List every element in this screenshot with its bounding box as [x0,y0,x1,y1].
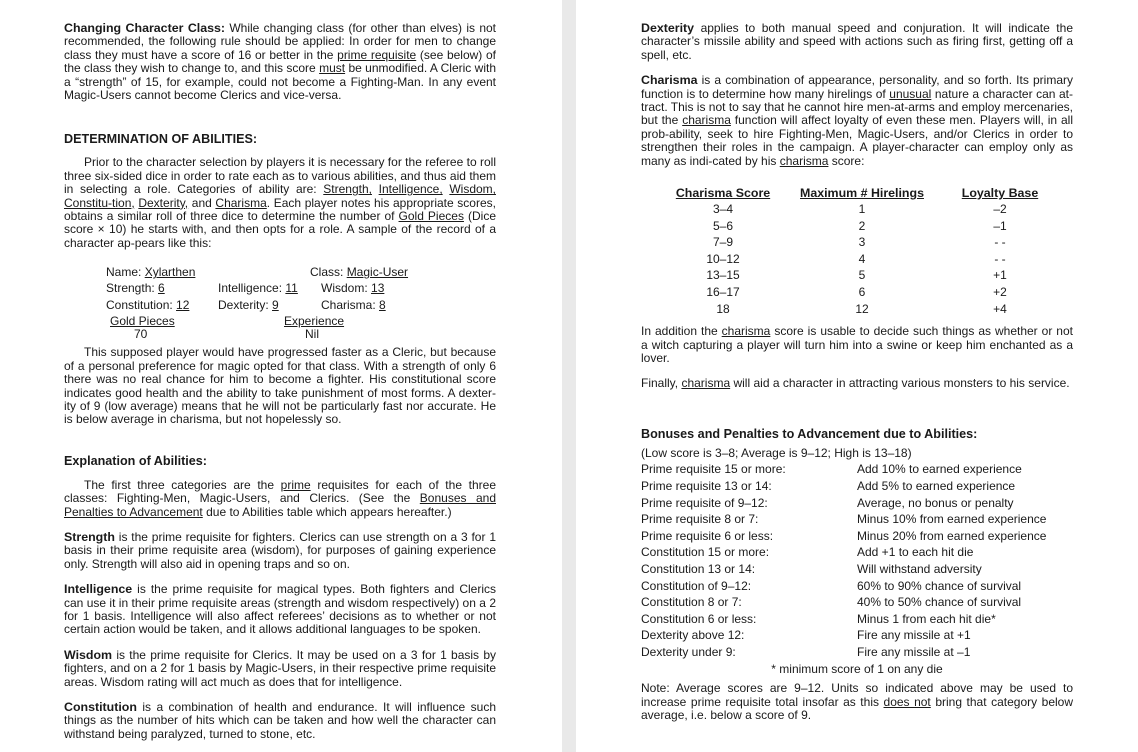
gold-pieces-label: Gold Pieces [110,314,175,329]
sample-character-record [106,264,496,342]
charisma-text-2: nature a character can at-tract. This is not to say that he cannot hire men-at-arms and employ mercenaries, but the [641,86,1073,128]
bonus-effect: Add 10% to earned experience [857,462,1022,477]
charisma-text-3: function will affect loyalty of even these men. Players will, in all prob-ability, seek to hire Fighting-Men, Magic-Users, and/or Clerics in order to strengthen their roles in the campaign. A player-character can employ only as many as indi-cated by his [641,113,1073,168]
bonus-effect: Fire any missile at –1 [857,644,971,659]
list-item [641,644,1073,661]
wisdom-key: Wisdom [64,647,113,662]
bonus-condition: Constitution 13 or 14: [641,562,756,576]
sample-charisma [321,297,386,314]
cell: –1 [993,218,1007,233]
list-item [641,594,1073,611]
determination-text: Prior to the character selection by players it is necessary for the referee to roll three six-sided dice in order to rate each as to various abilities, and thus aid them in selecting a role. Categories of ability are: [64,155,496,197]
bonus-condition: Constitution 6 or less: [641,611,757,626]
addition-text: In addition the [641,324,722,339]
bonuses-scale: (Low score is 3–8; Average is 9–12; High is 13–18) [641,445,912,460]
class-label: Class: [310,265,347,280]
dexterity-label: Dexterity: [218,298,273,313]
list-item [641,478,1073,495]
charisma-underlined: charisma [682,113,731,128]
bonus-condition: Prime requisite 6 or less: [641,528,774,543]
cell: 7–9 [712,235,734,250]
experience-value: Nil [305,327,319,342]
bonus-effect: Minus 20% from earned experience [857,528,1047,543]
strength-label: Strength: [106,281,159,296]
unusual-underlined: unusual [889,86,932,101]
gold-pieces-value: 70 [134,327,148,342]
constitution-key: Constitution [64,700,137,714]
determination-text-2: . Each player notes his appropriate scores, obtains a similar roll of three dice to determine the number of [64,195,496,224]
charisma-underlined-4: charisma [681,376,731,391]
list-item [641,511,1073,528]
charisma-key: Charisma [641,73,698,88]
cell: 3 [858,235,866,250]
class-value: Magic-User [346,265,409,280]
cell: +1 [993,268,1007,283]
bonus-effect: Add +1 to each hit die [857,545,974,560]
sample-intelligence [218,280,298,297]
must-underlined: must [319,61,346,76]
cell: 16–17 [706,285,740,300]
wisdom-value: 13 [371,281,385,296]
bonuses-table [641,445,1073,677]
table-row [663,201,1059,218]
ability-charisma: Charisma [215,195,267,210]
cell: 2 [858,218,866,233]
strength-value: 6 [158,281,165,296]
bonus-effect: Average, no bonus or penalty [857,495,1014,510]
cell: 13–15 [706,268,740,283]
explanation-paragraph [64,479,496,519]
cell: - - [994,251,1006,266]
cell: 3–4 [712,202,734,217]
bonus-condition: Constitution 15 or more: [641,545,770,560]
cell: 10–12 [706,251,740,266]
bonuses-penalties-link: Bonuses and Penalties to Advancement [64,491,496,519]
table-row [663,218,1059,235]
dexterity-text: applies to both manual speed and conjuration. It will indicate the character’s missile ability and speed with actions such as firing first, getting off a spell, etc. [641,21,1073,62]
addition-paragraph [641,325,1073,365]
col-max-hirelings: Maximum # Hirelings [800,186,924,201]
strength-text: is the prime requisite for fighters. Clerics can use strength on a 3 for 1 basis in their prime requisite area (wisdom), for purposes of gaining experience only. Strength will also aid in opening traps and so on. [64,529,496,571]
note-text-2: bring that category below average, i.e. below a score of 9. [641,694,1074,722]
determination-heading: DETERMINATION OF ABILITIES: [64,132,258,147]
gold-pieces-link: Gold Pieces [398,209,464,224]
bonus-condition: Prime requisite 13 or 14: [641,479,772,494]
addition-text-2: score is usable to decide such things as whether or not a witch capturing a player will turn him into a swine or keep him enchanted as a lover. [641,324,1073,366]
list-item [641,528,1073,545]
finally-text: Finally, [641,376,682,391]
bonus-effect: 40% to 50% chance of survival [857,595,1022,610]
bonus-condition: Constitution of 9–12: [641,578,752,593]
intelligence-value: 11 [285,281,298,296]
bonus-condition: Prime requisite 15 or more: [641,462,786,477]
sample-constitution [106,297,189,314]
bonus-effect: Fire any missile at +1 [857,628,971,643]
cell: 6 [858,285,866,300]
name-label: Name: [106,265,145,280]
cell: +2 [993,285,1007,300]
constitution-value: 12 [176,298,190,313]
bonus-effect: 60% to 90% chance of survival [857,578,1022,593]
constitution-paragraph [64,701,496,741]
dexterity-paragraph [641,22,1073,62]
ability-wisdom: Wisdom, [449,182,496,197]
ability-strength: Strength, [323,182,372,197]
table-row [663,251,1059,268]
ability-dexterity: Dexterity, [138,195,189,210]
charisma-underlined-2: charisma [779,153,829,168]
charisma-value: 8 [379,298,386,313]
sample-name [106,264,195,281]
cell: 4 [858,251,866,266]
table-row [663,301,1059,318]
bonus-condition: Dexterity under 9: [641,644,736,659]
sample-wisdom [321,280,384,297]
bonus-effect: Minus 10% from earned experience [857,512,1047,527]
charisma-underlined-3: charisma [721,324,771,339]
does-not-underlined: does not [883,694,931,709]
table-row [663,234,1059,251]
changing-class-text-3: be unmodified. A Cleric with a “strength” of 15, for example, could not become a Fighting-Man. In any event Magic-Users cannot become Clerics and vice-versa. [64,61,496,103]
note-text: Note: Average scores are 9–12. Units so indicated above may be used to increase prime requisite total insofar as this [641,681,1073,709]
sample-commentary: This supposed player would have progressed faster as a Cleric, but because of a personal preference for magic opted for that class. With a strength of only 6 there was no real chance for him to become a fighter. His constitutional score indicates good health and the ability to take punishment of most forms. A dexter-ity of 9 (low average) means that he will not be particularly fast nor accurate. He is below average in charisma, but not hopelessly so. [64,345,496,427]
ability-constitution: Constitu-tion, [64,195,135,210]
determination-text-3: (Dice score × 10) he starts with, and then opts for a role. A sample of the record of a character ap-pears like this: [64,209,496,250]
wisdom-text: is the prime requisite for Clerics. It may be used on a 3 for 1 basis by fighters, and on a 2 for 1 basis by Magic-Users, in their respective prime requisite areas. Wisdom rating will act much as does that for intelligence. [64,647,496,689]
strength-paragraph [64,531,496,571]
dexterity-key: Dexterity [641,21,695,35]
prime-underlined: prime [280,477,311,492]
explanation-text-2: requisites for each of the three classes: Fighting-Men, Magic-Users, and Clerics. (See the [64,477,496,506]
charisma-text: is a combination of appearance, personality, and so forth. Its primary function is to determine how many hirelings of [641,73,1073,101]
determination-paragraph: Prior to the character selection by players it is necessary for the referee to roll three six-sided dice in order to rate each as to various abilities, and thus aid them in selecting a role. Categories of ability are: Strength, Intelligence, Wisdom, Constitu-tion, Dexterity, and Charisma. Each player notes his appropriate scores, obtains a similar roll of three dice to determine the number of Gold Pieces (Dice score × 10) he starts with, and then opts for a role. A sample of the record of a character ap-pears like this: [64,155,496,250]
cell: 12 [855,301,869,316]
experience-label: Experience [284,314,345,329]
bonus-condition: Prime requisite 8 or 7: [641,512,759,527]
constitution-label: Constitution: [106,298,177,313]
sample-class [310,264,408,281]
list-item [641,544,1073,561]
explanation-heading: Explanation of Abilities: [64,453,207,468]
charisma-label: Charisma: [321,298,380,313]
cell: +4 [993,301,1007,316]
list-item [641,461,1073,478]
cell: 5–6 [712,218,734,233]
table-row [663,267,1059,284]
explanation-text: The first three categories are the [84,477,281,492]
col-loyalty-base: Loyalty Base [961,186,1039,201]
intelligence-key: Intelligence [64,582,133,597]
cell: 18 [716,301,730,316]
changing-class-text-2: (see below) of the class they wish to change to, and this score [64,47,496,76]
sample-dexterity [218,297,279,314]
strength-key: Strength [64,529,115,544]
col-charisma-score: Charisma Score [675,186,771,201]
finally-paragraph [641,377,1073,390]
note-paragraph [641,682,1073,722]
sample-strength [106,280,165,297]
cell: 5 [858,268,866,283]
changing-class-paragraph [64,22,496,102]
charisma-text-4: score: [828,153,865,168]
bonus-effect: Add 5% to earned experience [857,479,1016,494]
bonus-condition: Dexterity above 12: [641,628,745,643]
table-row [663,284,1059,301]
bonuses-heading: Bonuses and Penalties to Advancement due to Abilities: [641,426,978,441]
charisma-paragraph [641,74,1073,168]
cell: –2 [993,202,1007,217]
cell: 1 [858,202,866,217]
ability-intelligence: Intelligence, [378,182,443,197]
list-item [641,627,1073,644]
right-page [576,0,1138,752]
left-page [0,0,562,752]
bonus-condition: Prime requisite of 9–12: [641,495,768,510]
changing-class-heading: Changing Character Class: [64,21,226,35]
prime-requisite-link: prime requisite [337,47,417,62]
intelligence-paragraph [64,583,496,637]
bonus-condition: Constitution 8 or 7: [641,595,742,610]
constitution-text: is a combination of health and endurance. It will influence such things as the number of hits which can be taken and how well the character can withstand being paralyzed, turned to stone, etc. [64,700,496,741]
changing-class-text: While changing class (for other than elves) is not recommended, the following rule should be applied: In order for men to change class they must have a score of 16 or better in the [64,21,497,62]
intelligence-label: Intelligence: [218,281,286,296]
list-item [641,611,1073,628]
name-value: Xylarthen [144,265,196,280]
explanation-text-3: due to Abilities table which appears hereafter.) [202,504,452,519]
cell: - - [994,235,1006,250]
list-item [641,578,1073,595]
list-item [641,561,1073,578]
wisdom-label: Wisdom: [321,281,372,296]
charisma-table-header [663,186,1059,201]
bonus-effect: Will withstand adversity [857,562,982,576]
finally-text-2: will aid a character in attracting various monsters to his service. [730,376,1070,391]
intelligence-text: is the prime requisite for magical types. Both fighters and Clerics can use it in their prime requisite areas (strength and wisdom respectively) on a 2 for 1 basis. Intelligence will also affect referees’ decisions as to whether or not certain action would be taken, and it allows additional languages to be spoken. [64,582,496,637]
list-item [641,495,1073,512]
bonus-effect: Minus 1 from each hit die* [857,611,996,626]
wisdom-paragraph [64,649,496,689]
bonus-footnote: * minimum score of 1 on any die [771,661,943,676]
charisma-table [663,186,1059,317]
dexterity-value: 9 [272,298,279,313]
